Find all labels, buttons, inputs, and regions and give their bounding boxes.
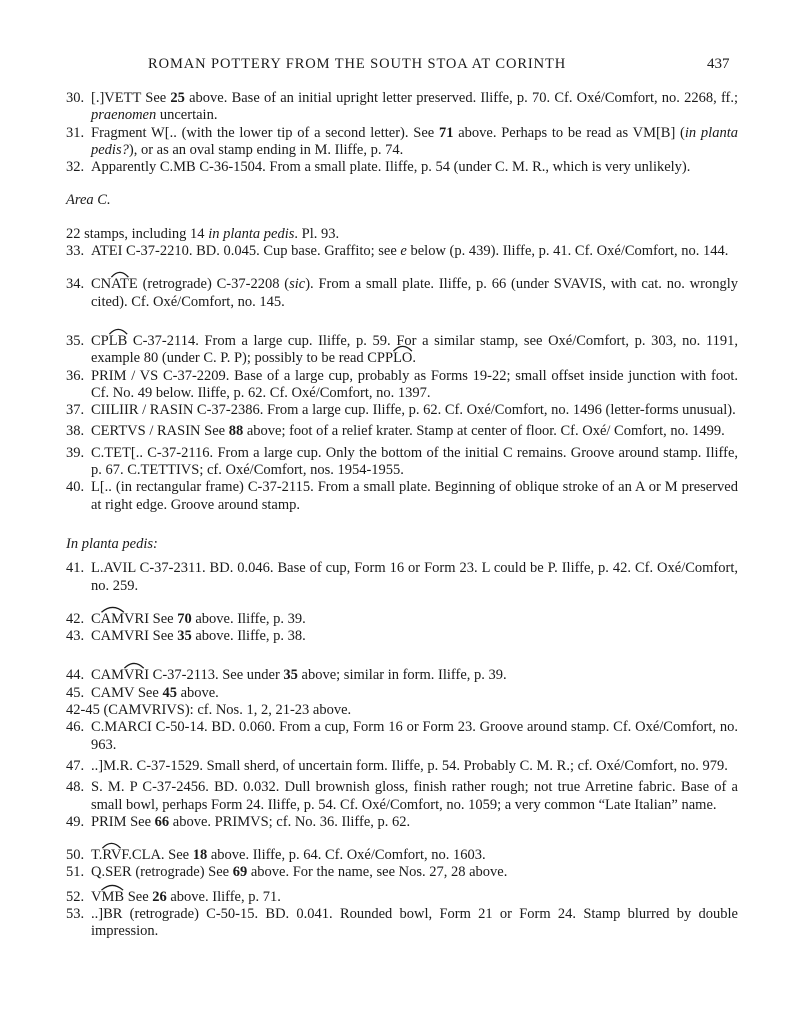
bold-reference: 25 [170, 90, 185, 106]
bold-reference: 45 [162, 684, 177, 701]
catalogue-entry [66, 333, 738, 368]
text-run: (with the lower tip of a second letter). See [176, 124, 439, 141]
ligature-text: AM [100, 610, 125, 627]
text-run: above. Base of an initial upright letter preserved. Iliffe, p. 70. Cf. Oxé/Comfort, no. 2268, ff.; [184, 90, 738, 106]
ligature-letters [111, 276, 129, 293]
italic-text: e [400, 243, 407, 260]
entry-number: 30. [66, 90, 85, 106]
catalogue-entry [66, 814, 738, 831]
text-run: above. [176, 684, 219, 701]
entry-number: 47. [66, 757, 85, 774]
entries-in-planta-pedis [66, 560, 738, 940]
text-run: above. Iliffe, p. 39. [191, 610, 306, 627]
entry-number: 49. [66, 813, 85, 830]
entry-number: 51. [66, 864, 85, 881]
text-run: Apparently C.MB C-36-1504. From a small plate. Iliffe, p. 54 (under C. M. R., which is very unlikely). [91, 159, 691, 176]
text-run: CAM [91, 667, 125, 684]
bold-reference: 71 [438, 124, 454, 141]
ligature-letters [124, 667, 144, 684]
catalogue-entry [66, 611, 738, 628]
text-run: See [141, 90, 171, 106]
entry-number: 44. [66, 667, 85, 684]
entries-area-c [66, 243, 738, 514]
text-run: ). From a small plate. Iliffe, p. 66 (under SVAVIS, with cat. no. wrongly cited). Cf. Oxé/Comfort, no. 145. [91, 276, 738, 310]
text-run: F.CLA. See [121, 847, 193, 864]
text-run: above. For the name, see Nos. 27, 28 above. [247, 864, 508, 881]
text-run: CP [91, 332, 109, 349]
entry-number: 33. [66, 243, 85, 260]
bold-reference: 88 [228, 423, 244, 440]
entry-number: 45. [66, 684, 85, 701]
text-run: Q.SER (retrograde) See [91, 864, 233, 881]
bold-reference: 69 [232, 864, 248, 881]
ligature-text: MB [101, 888, 125, 905]
catalogue-entry [66, 847, 738, 864]
bold-reference: 18 [192, 847, 208, 864]
entry-number: 32. [66, 159, 85, 176]
ligature-letters [101, 889, 124, 906]
text-run: S. M. P C-37-2456. BD. 0.032. Dull brownish gloss, finish rather rough; not true Arretine fabric. Base of a small bowl, perhaps Form 24. Iliffe, p. 54. Cf. Oxé/Comfort, no. 1059; a very common “Late Italian” name. [91, 779, 738, 813]
text-run: Fragment W[.. [91, 124, 177, 141]
text-run: V [91, 888, 102, 905]
catalogue-entry [66, 889, 738, 906]
text-run: above; similar in form. Iliffe, p. 39. [297, 667, 507, 684]
section-heading-area-c: Area C. [66, 192, 111, 209]
entry-number: 38. [66, 423, 85, 440]
text-run: above. Iliffe, p. 64. Cf. Oxé/Comfort, no. 1603. [207, 847, 486, 864]
entry-number: 50. [66, 847, 85, 864]
ligature-letters [102, 847, 121, 864]
catalogue-text [66, 90, 738, 941]
entry-number: 42. [66, 610, 85, 627]
text-run: above; foot of a relief krater. Stamp at center of floor. Cf. Oxé/ Comfort, no. 1499. [243, 423, 725, 440]
area-c-intro [66, 226, 738, 243]
ligature-text: LO [393, 350, 413, 367]
catalogue-entry [66, 685, 738, 702]
entry-number: 43. [66, 628, 85, 645]
catalogue-entry [66, 864, 738, 881]
text-run: PRIM / VS C-37-2209. Base of a large cup, probably as Forms 19-22; small offset inside junction with foot. Cf. No. 49 below. Iliffe, p. 62. Cf. Oxé/Comfort, no. 1397. [91, 367, 738, 401]
section-heading-in-planta-pedis: In planta pedis: [66, 535, 158, 552]
catalogue-entry [66, 445, 738, 480]
bold-reference: 35 [283, 667, 298, 684]
bold-reference: 66 [154, 813, 170, 830]
catalogue-entry [66, 276, 738, 311]
text-run: I C-37-2113. See under [144, 667, 284, 684]
catalogue-entry [66, 125, 738, 160]
text-run: C-37-2114. From a large cup. Iliffe, p. 59. For a similar stamp, see Oxé/Comfort, p. 303, no. 1191, example 80 (under C. P. P); possibly to be read CPP [91, 332, 738, 367]
text-run: ATEI C-37-2210. BD. 0.045. Cup base. Graffito; see [91, 243, 401, 260]
entry-number: 46. [66, 719, 85, 736]
text-run: . Pl. 93. [294, 225, 340, 242]
ligature-arc-icon [101, 883, 124, 891]
ligature-letters [101, 611, 124, 628]
text-run: ..]BR (retrograde) C-50-15. BD. 0.041. Rounded bowl, Form 21 or Form 24. Stamp blurred by double impression. [91, 905, 738, 940]
entry-number: 53. [66, 905, 85, 922]
catalogue-entry [66, 402, 738, 419]
catalogue-entry [66, 779, 738, 814]
catalogue-entry [66, 368, 738, 403]
ligature-arc-icon [124, 661, 144, 669]
catalogue-entry [66, 758, 738, 775]
catalogue-entry [66, 243, 738, 260]
text-run: VRI See [124, 610, 178, 627]
entry-number: 36. [66, 367, 85, 384]
entry-number: 48. [66, 779, 85, 796]
entry-number: 37. [66, 402, 85, 419]
entry-number: 40. [66, 479, 85, 496]
italic-text: sic [289, 276, 306, 293]
ligature-text: VR [124, 667, 145, 684]
catalogue-entry [66, 719, 738, 754]
bold-reference: 35 [177, 628, 192, 645]
text-run: See [124, 888, 153, 905]
text-run: CIILIIR / RASIN C-37-2386. From a large cup. Iliffe, p. 62. Cf. Oxé/Comfort, no. 1496 (letter-forms unusual). [91, 402, 736, 419]
italic-text: in planta pedis? [91, 124, 738, 158]
text-run: CERTVS / RASIN See [91, 423, 229, 440]
ligature-text: LB [108, 332, 128, 349]
text-run: C [91, 610, 101, 627]
text-run: C.MARCI C-50-14. BD. 0.060. From a cup, Form 16 or Form 23. Groove around stamp. Cf. Oxé/Comfort, no. 963. [91, 719, 738, 753]
ligature-arc-icon [102, 841, 121, 849]
catalogue-entry [66, 906, 738, 941]
catalogue-entry [66, 90, 738, 125]
ligature-arc-icon [393, 344, 412, 352]
text-run: below (p. 439). Iliffe, p. 41. Cf. Oxé/Comfort, no. 144. [406, 243, 729, 260]
ligature-arc-icon [111, 270, 129, 278]
text-run: ..]M.R. C-37-1529. Small sherd, of uncertain form. Iliffe, p. 54. Probably C. M. R.; cf. Oxé/Comfort, no. 979. [91, 757, 728, 774]
text-run: C.TET[.. C-37-2116. From a large cup. Only the bottom of the initial C remains. Groove around stamp. Iliffe, p. 67. C.TETTIVS; cf. Oxé/Comfort, nos. 1954-1955. [91, 444, 738, 479]
entry-number: 35. [66, 332, 85, 349]
catalogue-entry [66, 560, 738, 595]
text-run: ), or as an oval stamp ending in M. Iliffe, p. 74. [128, 141, 404, 158]
entry-number: 52. [66, 888, 85, 905]
catalogue-entry [66, 423, 738, 440]
catalogue-entry [66, 479, 738, 514]
ligature-arc-icon [101, 605, 124, 613]
entry-number: 39. [66, 444, 85, 461]
catalogue-entry [66, 702, 738, 719]
bold-reference: 26 [152, 888, 167, 905]
text-run: [.]VETT [91, 90, 142, 106]
text-run: (CAMVRIVS): cf. Nos. 1, 2, 21-23 above. [99, 702, 352, 719]
catalogue-entry [66, 628, 738, 645]
text-run: L.AVIL C-37-2311. BD. 0.046. Base of cup, Form 16 or Form 23. L could be P. Iliffe, p. 42. Cf. Oxé/Comfort, no. 259. [91, 560, 738, 594]
catalogue-entry [66, 159, 738, 176]
bold-reference: 70 [177, 610, 192, 627]
entry-number: 34. [66, 276, 85, 293]
catalogue-entry [66, 667, 738, 684]
text-run: above. Iliffe, p. 71. [166, 888, 281, 905]
ligature-text: RV [102, 847, 122, 864]
text-run: PRIM See [91, 813, 155, 830]
text-run: above. Iliffe, p. 38. [191, 628, 306, 645]
entries-area-b-end [66, 90, 738, 176]
text-run: CAMVRI See [91, 628, 178, 645]
page-number: 437 [707, 56, 730, 72]
text-run: CN [91, 276, 112, 293]
italic-text: in planta pedis [208, 225, 295, 242]
text-run: uncertain. [156, 107, 218, 124]
text-run: . [412, 350, 417, 367]
text-run: E (retrograde) C-37-2208 ( [128, 276, 290, 293]
text-run: CAMV See [91, 684, 163, 701]
ligature-text: AT [111, 276, 129, 293]
text-run: above. PRIMVS; cf. No. 36. Iliffe, p. 62. [169, 813, 411, 830]
text-run: T. [91, 847, 103, 864]
text-run: above. Perhaps to be read as VM[B] ( [453, 124, 685, 141]
entry-number: 41. [66, 560, 85, 577]
ligature-letters [393, 350, 412, 367]
italic-text: praenomen [91, 107, 157, 124]
entry-number: 31. [66, 124, 85, 141]
text-run: L[.. (in rectangular frame) C-37-2115. From a small plate. Beginning of oblique stroke of an A or M preserved at right edge. Groove around stamp. [91, 479, 738, 513]
ligature-letters [109, 333, 128, 350]
text-run: 22 stamps, including 14 [66, 225, 209, 242]
ligature-arc-icon [109, 327, 128, 335]
running-head: ROMAN POTTERY FROM THE SOUTH STOA AT CORINTH [148, 56, 567, 72]
entry-number: 42-45 [66, 702, 100, 719]
